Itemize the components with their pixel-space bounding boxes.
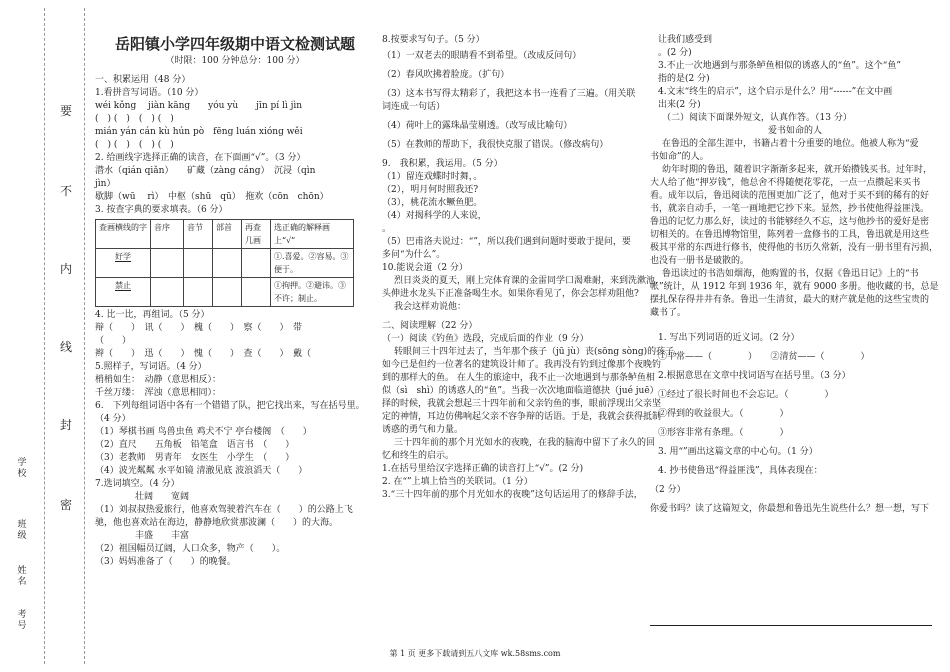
text-line: 2. 给画线字选择正确的读音，在下面画“√”。（3 分）	[95, 153, 306, 163]
text-line: 到的那样大的鱼。 在人生的旅途中，我不止一次地遇到与那条鲈鱼相	[382, 373, 655, 383]
text-line: 9. 我积累，我运用。（5 分）	[382, 159, 503, 169]
text-line: 头伸进水龙头下正准备喝生水。如果你看见了，你会怎样劝阻他?	[382, 289, 639, 299]
story-line: 也没有一册书是破散的。	[650, 256, 750, 266]
column-right	[650, 34, 940, 516]
text-line: 如今已是但约一位著名的建筑设计师了。我再没有钓到过像那个夜晚钓	[382, 360, 662, 370]
text-line: （2）祖国幅员辽阔，人口众多，物产（ ）。	[95, 544, 286, 554]
text-line: （4）波光粼粼 水平如镜 清澈见底 波浪滔天（ ）	[95, 466, 308, 476]
seal-char: 要	[59, 104, 72, 118]
text-line: 似（sì shì）的诱惑人的“鱼”。当我一次次地面临道德抉（jué juē）	[382, 386, 659, 396]
text-line: 择的时候，我就会想起三十四年前和父亲钓鱼的事，眼前浮现出父亲坚	[382, 399, 662, 409]
text-line: （1）琴棋书画 鸟兽虫鱼 鸡犬不宁 亭台楼阁 （ ）	[95, 427, 312, 437]
story-line: 大人给了他“押岁钱”，他总舍不得随便花零花，一点一点攒起来买书	[650, 178, 921, 188]
table-header-cell: 选正确的解释画上“√”	[271, 220, 354, 249]
text-line: （二）阅读下面课外短文，认真作答。（13 分）	[662, 113, 852, 123]
text-line: wéi kǒng jiàn kāng yóu yù jīn pí lì jìn	[95, 101, 303, 111]
text-line: 三十四年前的那个月光如水的夜晚，在我的脑海中留下了永久的回	[394, 438, 656, 448]
text-line: （2）直尺 五角板 铅笔盒 语言书 （ ）	[95, 440, 295, 450]
text-line: 潜水（qián qiǎn） 矿藏（zàng cáng） 沉浸（qìn	[95, 166, 316, 176]
question-line: ①平常——（ ） ②清贫——（ ）	[658, 352, 870, 362]
story-line: 帐”统计，从 1912 年到 1936 年，就有 9000 多册。他收藏的书，总是	[650, 282, 939, 292]
text-line: （1）留连戏蝶时时舞，。	[382, 172, 483, 182]
table-cell-explain: ①.喜爱。②容易。③便于。	[271, 249, 354, 278]
text-line: 壮阔 宽阔	[135, 492, 190, 502]
text-line: 驰，他也喜欢站在海边，静静地欣赏那波澜（ ）的大海。	[95, 518, 339, 528]
table-header-cell: 查画横线的字	[96, 220, 151, 249]
text-line: 歇脚（wū rì） 中枢（shū qū） 拖欢（cōn chōn）	[95, 192, 329, 202]
table-header-cell: 音序	[151, 220, 184, 249]
text-line: 我会这样劝说他：	[394, 302, 467, 312]
seal-char: 内	[59, 262, 72, 276]
text-line: 3.“三十四年前的那个月光如水的夜晚”这句话运用了的修辞手法，	[382, 490, 643, 500]
text-line: 1.在括号里给汉字选择正确的读音打上“√”。(2 分)	[382, 464, 584, 474]
text-line: 3.不止一次地遇到与那条鲈鱼相似的诱惑人的“鱼”。这个“鱼”	[658, 61, 901, 71]
seal-char: 密	[59, 498, 72, 512]
binding-margin	[0, 0, 95, 672]
dictionary-table	[95, 219, 354, 307]
text-line: ( ) ( ) ( ) ( )	[95, 114, 174, 124]
text-line: （1）刘叔叔热爱旅行，他喜欢驾驶着汽车在（ ）的公路上飞	[95, 505, 353, 515]
text-line: 诱惑的勇气和力量。	[382, 425, 464, 435]
text-line: 出来(2 分)	[658, 100, 701, 110]
table-row	[96, 278, 354, 307]
text-line: （一）阅读《钓鱼》选段，完成后面的作业（9 分）	[382, 334, 589, 344]
text-line: mián yán cán kù hún pò fēng luán xióng wěi	[95, 127, 303, 137]
text-line: 多问“为什么”。	[382, 250, 446, 260]
exam-title: 岳阳镇小学四年级期中语文检测试题	[114, 35, 355, 53]
text-line: 指的是(2 分)	[658, 74, 710, 84]
text-line: 。	[382, 224, 392, 234]
question-line: （2 分）	[650, 485, 686, 495]
text-line: （5）巴甫洛夫说过：“”，所以我们遇到问题时要敢于提问，要	[382, 237, 631, 247]
story-line: 摆扎保存得井井有条。鲁迅一生清贫，最大的财产就是他的这些宝贵的	[650, 295, 930, 305]
text-line: （5）在教师的帮助下，我很快克服了错误。（修改病句）	[382, 140, 609, 150]
story-title: 爱书如命的人	[767, 126, 822, 136]
page-footer: 第 1 页 更多下载请到五八文库 wk.58sms.com	[389, 649, 561, 658]
section-heading: 二、阅读理解（22 分）	[382, 321, 478, 331]
text-line: 4.文末“终生的启示”，这个启示是什么？用“------”在文中画	[658, 87, 893, 97]
text-line: 转眼间三十四年过去了，当年那个孩子（jū jù）丧(sōng sòng)的孩子，	[394, 347, 684, 357]
text-line: （2）春风吹拂着脸庞。（扩句）	[382, 70, 510, 80]
text-line: （3）妈妈准备了（ ）的晚餐。	[95, 557, 236, 567]
text-line: （3）这本书写得太精彩了，我把这本书一连看了三遍。（用关联	[382, 89, 636, 99]
text-line: （3）老教师 男青年 女医生 小学生 （ ）	[95, 453, 295, 463]
text-line: 1.看拼音写词语。（10 分）	[95, 88, 204, 98]
text-line: （4）对揭科学的人来说，	[382, 211, 487, 221]
question-line: 3. 用“”画出这篇文章的中心句。（1 分）	[658, 447, 818, 457]
story-line: 书如命”的人。	[650, 152, 709, 162]
answer-rule-line	[650, 625, 932, 626]
text-line: 5.照样子，写词语。（4 分）	[95, 362, 207, 372]
text-line: 词连成一句话）	[382, 102, 446, 112]
story-line: 在鲁迅的全部生涯中，书籍占着十分重要的地位。他被人称为“爱	[662, 139, 919, 149]
table-cell-explain: ①拘押。②避讳。③不许；制止。	[271, 278, 354, 307]
seal-char: 线	[59, 340, 72, 354]
story-line: 幼年时期的鲁迅，随着识字渐渐多起来，就开始攒钱买书。过年时，	[662, 165, 933, 175]
exam-number-label: 考号	[17, 610, 27, 631]
name-label: 姓名	[17, 566, 27, 587]
text-line: 丰盛 丰富	[135, 531, 190, 541]
text-line: 让我们感受到	[658, 35, 713, 45]
text-line: 8.按要求写句子。（5 分）	[382, 35, 485, 45]
table-cell-word: 好学	[96, 249, 151, 278]
text-line: （3），桃花流水鳜鱼肥。	[382, 198, 483, 208]
question-line: ①经过了很长时间也不会忘记。（ ）	[658, 390, 834, 400]
story-line: 看。成年以后，鲁迅阅读的范围更加广泛了，他对于买不到的稀有的好	[650, 191, 930, 201]
text-line: （4 分）	[95, 414, 131, 424]
text-line: 4. 比一比，再组词。（5 分）	[95, 310, 210, 320]
story-line: 鲁迅的记忆力那么好，读过的书能够经久不忘，这与他抄书的爱好是密	[650, 217, 930, 227]
story-line: 鲁迅读过的书浩如烟海，他购置的书，仅据《鲁迅日记》上的“书	[662, 269, 919, 279]
question-line: 4. 抄书使鲁迅“得益匪浅”，具体表现在：	[658, 466, 823, 476]
table-header-cell: 音节	[184, 220, 213, 249]
text-line: 辩（ ） 讯（ ） 槐（ ） 察（ ） 带	[95, 323, 303, 333]
text-line: 10.能说会道（2 分）	[382, 263, 468, 273]
text-line: jìn）	[95, 179, 116, 189]
text-line: 一、积累运用（48 分）	[95, 75, 191, 85]
text-line: （2），明月何时照我还?	[382, 185, 479, 195]
exam-subtitle: （时限：100 分钟总分：100 分）	[165, 56, 305, 66]
text-line: 梢梢如生： 动静（意思相反）：	[95, 375, 222, 385]
story-line: 切相关的。在鲁迅博物馆里，陈列着一盒修书的工具，鲁迅就是用这些	[650, 230, 930, 240]
story-line: 藏书了。	[650, 308, 687, 318]
class-label: 班级	[17, 520, 27, 541]
text-line: 3. 按查字典的要求填表。（6 分）	[95, 205, 228, 215]
story-line: 书，就亲自动手，一笔一画地把它抄下来。显然，抄书使他得益匪浅。	[650, 204, 930, 214]
text-line: 2. 在“”上填上恰当的关联词。（1 分）	[382, 477, 533, 487]
text-line: 定的神情，耳边仿佛响起父亲不容争辩的话语。于是，我就会获得抵制	[382, 412, 662, 422]
table-header-row	[96, 220, 354, 249]
dashed-fold-line-outer	[44, 8, 45, 664]
seal-char: 封	[59, 418, 72, 432]
table-cell-word: 禁止	[96, 278, 151, 307]
dashed-fold-line-inner	[84, 8, 85, 664]
school-label: 学校	[17, 458, 27, 479]
column-left	[95, 34, 375, 569]
text-line: 。(2 分)	[658, 48, 692, 58]
text-line: （4）荷叶上的露珠晶莹剔透。（改写成比喻句）	[382, 121, 573, 131]
table-header-cell: 部首	[213, 220, 242, 249]
seal-char: 不	[59, 184, 72, 198]
text-line: （1）一双老去的眼睛看不到希望。（改成反问句）	[382, 51, 582, 61]
table-row	[96, 249, 354, 278]
question-line: 2.根据意思在文章中找词语写在括号里。（3 分）	[658, 371, 851, 381]
text-line: ( ) ( ) ( ) ( )	[95, 140, 174, 150]
text-line: 烈日炎炎的夏天，刚上完体育课的金雷同学口渴难耐，来到洗漱池，	[394, 276, 665, 286]
text-line: 忆和终生的启示。	[382, 451, 455, 461]
table-header-cell: 再查几画	[242, 220, 271, 249]
text-line: （ ）	[95, 336, 132, 346]
question-line: ③形容非常有条理。（ ）	[658, 428, 789, 438]
question-line: 1. 写出下列词语的近义词。（2 分）	[658, 333, 800, 343]
text-line: 6. 下列每组词语中各有一个错错了队，把它找出来，写在括号里。	[95, 401, 365, 411]
text-line: 辫（ ） 迅（ ） 愧（ ） 查（ ） 戴（	[95, 349, 312, 359]
question-line: 你爱书吗？读了这篇短文，你最想和鲁迅先生说些什么？想一想，写下	[650, 504, 930, 514]
text-line: 千丝万缕： 浑浊（意思相同）：	[95, 388, 222, 398]
story-line: 极其平常的东西进行修书，使得他的书历久常新，没有一册书里有污损，	[650, 243, 939, 253]
question-line: ②得到的收益很大。（ ）	[658, 409, 789, 419]
text-line: 7.选词填空。（4 分）	[95, 479, 180, 489]
